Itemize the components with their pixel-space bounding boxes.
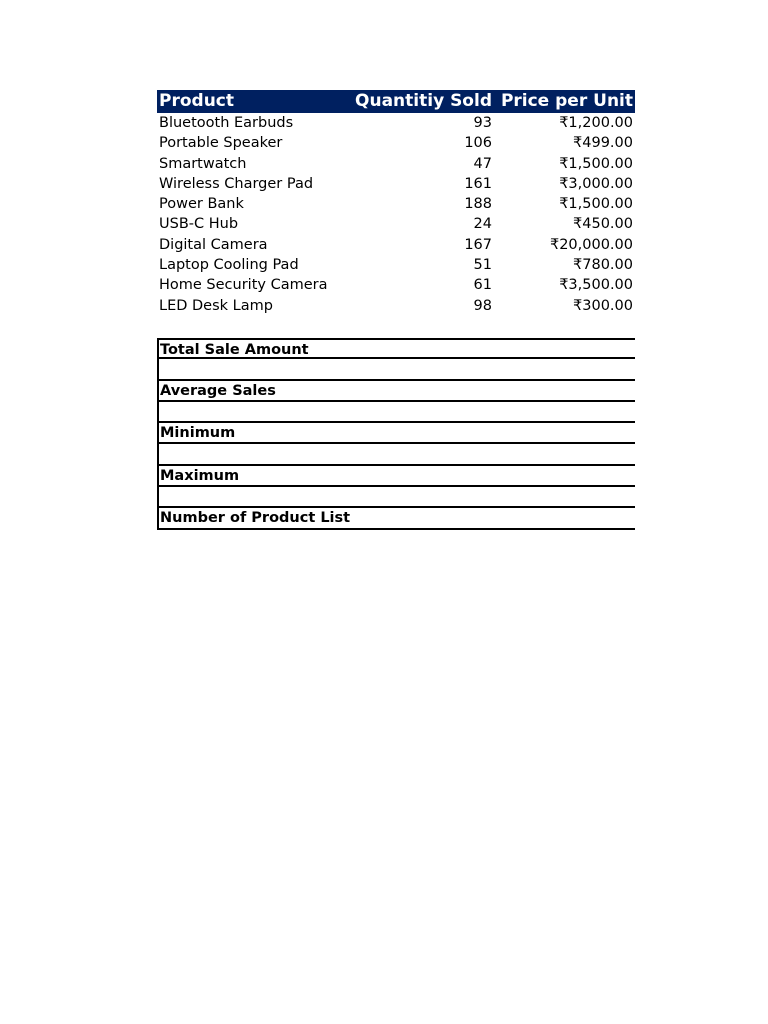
product-cell[interactable]: Wireless Charger Pad: [159, 175, 314, 192]
average-sales-label[interactable]: Average Sales: [157, 381, 635, 402]
product-cell[interactable]: Portable Speaker: [159, 135, 283, 152]
total-sale-amount-value-cell[interactable]: [157, 359, 635, 380]
product-cell[interactable]: Laptop Cooling Pad: [159, 257, 299, 274]
table-row: [157, 214, 635, 234]
summary-section: [157, 338, 635, 530]
table-row: [157, 296, 635, 316]
price-cell[interactable]: ₹780.00: [573, 257, 633, 274]
minimum-label[interactable]: Minimum: [157, 423, 635, 444]
product-cell[interactable]: Smartwatch: [159, 155, 247, 172]
price-cell[interactable]: ₹499.00: [573, 135, 633, 152]
product-cell[interactable]: Bluetooth Earbuds: [159, 115, 294, 131]
number-of-product-list-label[interactable]: Number of Product List: [157, 508, 635, 529]
table-row: [157, 235, 635, 255]
price-cell[interactable]: ₹3,000.00: [559, 175, 633, 192]
product-cell[interactable]: Home Security Camera: [159, 277, 328, 294]
price-cell[interactable]: ₹300.00: [573, 297, 633, 314]
total-sale-amount-label[interactable]: Total Sale Amount: [157, 338, 635, 359]
table-row: [157, 113, 635, 133]
price-cell[interactable]: ₹450.00: [573, 216, 633, 233]
product-cell[interactable]: USB-C Hub: [159, 216, 239, 233]
table-row: [157, 194, 635, 214]
quantity-cell[interactable]: 24: [473, 216, 492, 233]
quantity-cell[interactable]: 51: [473, 257, 492, 274]
quantity-cell[interactable]: 93: [473, 115, 492, 131]
header-price-per-unit[interactable]: Price per Unit: [494, 90, 635, 113]
quantity-cell[interactable]: 188: [464, 196, 492, 213]
quantity-cell[interactable]: 167: [464, 236, 492, 253]
price-cell[interactable]: ₹3,500.00: [559, 277, 633, 294]
product-cell[interactable]: Power Bank: [159, 196, 244, 213]
price-cell[interactable]: ₹20,000.00: [549, 236, 633, 253]
table-row: [157, 154, 635, 174]
table-row: [157, 133, 635, 153]
quantity-cell[interactable]: 61: [473, 277, 492, 294]
header-quantity-sold[interactable]: Quantitiy Sold: [350, 90, 494, 113]
price-cell[interactable]: ₹1,500.00: [559, 196, 633, 213]
price-cell[interactable]: ₹1,500.00: [559, 155, 633, 172]
sales-table-container: [157, 90, 635, 316]
table-row: [157, 275, 635, 295]
header-product[interactable]: Product: [157, 90, 350, 113]
product-cell[interactable]: Digital Camera: [159, 236, 268, 253]
quantity-cell[interactable]: 47: [473, 155, 492, 172]
quantity-cell[interactable]: 98: [473, 297, 492, 314]
product-cell[interactable]: LED Desk Lamp: [159, 297, 273, 314]
minimum-value-cell[interactable]: [157, 444, 635, 465]
table-row: [157, 174, 635, 194]
average-sales-value-cell[interactable]: [157, 402, 635, 423]
price-cell[interactable]: ₹1,200.00: [559, 115, 633, 131]
sales-table: [157, 90, 635, 316]
table-row: [157, 255, 635, 275]
maximum-label[interactable]: Maximum: [157, 466, 635, 487]
quantity-cell[interactable]: 106: [464, 135, 492, 152]
table-header-row: [157, 90, 635, 113]
quantity-cell[interactable]: 161: [464, 175, 492, 192]
maximum-value-cell[interactable]: [157, 487, 635, 508]
